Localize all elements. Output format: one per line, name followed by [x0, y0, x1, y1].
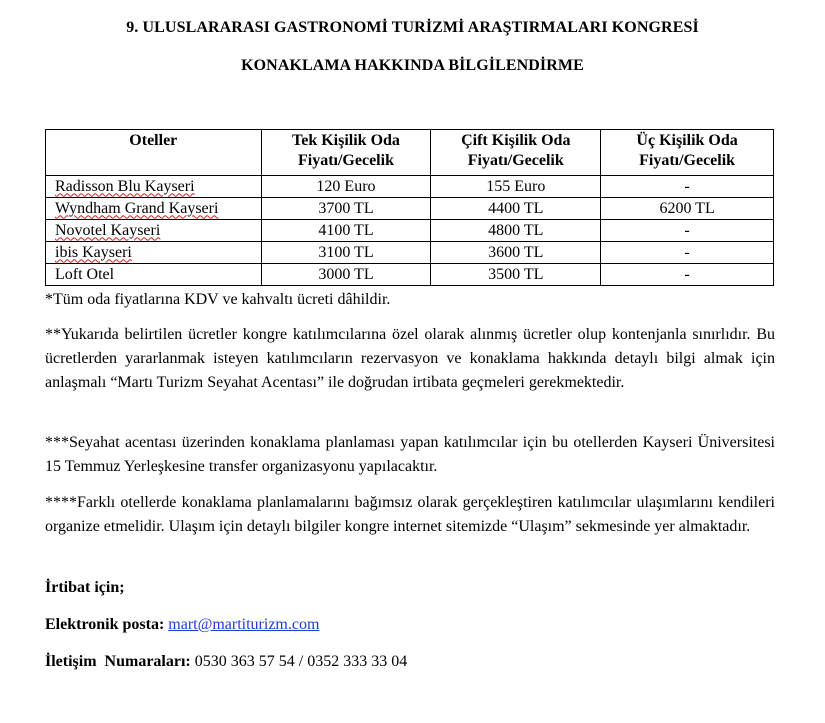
double-price: 4400 TL [431, 198, 601, 220]
hotel-name-text: Loft Otel [55, 265, 115, 283]
header-triple-room [601, 130, 774, 176]
single-price: 4100 TL [261, 220, 431, 242]
double-price: 155 Euro [431, 176, 601, 198]
hotel-name [46, 242, 262, 264]
hotel-name [46, 176, 262, 198]
phone-label: İletişim Numaraları: [45, 653, 191, 670]
table-row [46, 198, 774, 220]
header-double-room [431, 130, 601, 176]
header-hotels [46, 130, 262, 176]
single-price: 3700 TL [261, 198, 431, 220]
hotel-name-text: Novotel Kayseri [55, 221, 161, 239]
table-row [46, 242, 774, 264]
double-price: 3600 TL [431, 242, 601, 264]
note-vat-breakfast: *Tüm oda fiyatlarına KDV ve kahvaltı ücreti dâhildir. [45, 291, 391, 308]
table-row [46, 264, 774, 286]
note-transfer: ***Seyahat acentası üzerinden konaklama planlaması yapan katılımcılar için bu otellerden Kayseri Üniversitesi 15 Temmuz Yerleşkesine transfer organizasyonu yapılacaktır. [45, 434, 775, 475]
hotel-name-text: Radisson Blu Kayseri [55, 177, 195, 195]
double-price: 4800 TL [431, 220, 601, 242]
document-title: 9. ULUSLARARASI GASTRONOMİ TURİZMİ ARAŞTIRMALARI KONGRESİ [126, 19, 699, 36]
contact-heading: İrtibat için; [45, 579, 125, 596]
hotel-name-text: ibis Kayseri [55, 243, 132, 261]
hotel-name [46, 220, 262, 242]
header-triple-line1: Üç Kişilik Oda [636, 132, 738, 149]
header-single-line2: Fiyatı/Gecelik [297, 152, 394, 169]
email-line [45, 613, 775, 637]
document-subtitle: KONAKLAMA HAKKINDA BİLGİLENDİRME [241, 57, 584, 74]
header-single-line1: Tek Kişilik Oda [292, 132, 400, 149]
note-independent-travel: ****Farklı otellerde konaklama planlamalarını bağımsız olarak gerçekleştiren katılımcılar ulaşımlarını kendileri organize etmelidir. Ulaşım için detaylı bilgiler kongre internet sitemizde “Ulaşım” sekmesinde yer almaktadır. [45, 494, 775, 535]
double-price: 3500 TL [431, 264, 601, 286]
hotel-name-text: Wyndham Grand Kayseri [55, 199, 219, 217]
header-triple-line2: Fiyatı/Gecelik [639, 152, 736, 169]
email-link[interactable]: mart@martiturizm.com [168, 616, 320, 633]
header-double-line1: Çift Kişilik Oda [461, 132, 571, 149]
single-price: 3000 TL [261, 264, 431, 286]
phone-numbers: 0530 363 57 54 / 0352 333 33 04 [194, 653, 408, 670]
single-price: 3100 TL [261, 242, 431, 264]
triple-price: - [601, 220, 774, 242]
hotel-name [46, 264, 262, 286]
table-row [46, 176, 774, 198]
hotel-price-table [45, 129, 774, 286]
triple-price: 6200 TL [601, 198, 774, 220]
triple-price: - [601, 242, 774, 264]
email-label: Elektronik posta: [45, 616, 165, 633]
triple-price: - [601, 264, 774, 286]
triple-price: - [601, 176, 774, 198]
table-row [46, 220, 774, 242]
header-single-room [261, 130, 431, 176]
single-price: 120 Euro [261, 176, 431, 198]
table-header-row [46, 130, 774, 176]
header-hotels-label: Oteller [129, 132, 178, 149]
header-double-line2: Fiyatı/Gecelik [467, 152, 564, 169]
phone-line [45, 650, 775, 674]
hotel-name [46, 198, 262, 220]
note-special-rates: **Yukarıda belirtilen ücretler kongre katılımcılarına özel olarak alınmış ücretler olup kontenjanla sınırlıdır. Bu ücretlerden yararlanmak isteyen katılımcıların rezervasyon ve konaklama hakkında detaylı bilgi almak için anlaşmalı “Martı Turizm Seyahat Acentası” ile doğrudan irtibata geçmeleri gerekmektedir. [45, 326, 775, 391]
